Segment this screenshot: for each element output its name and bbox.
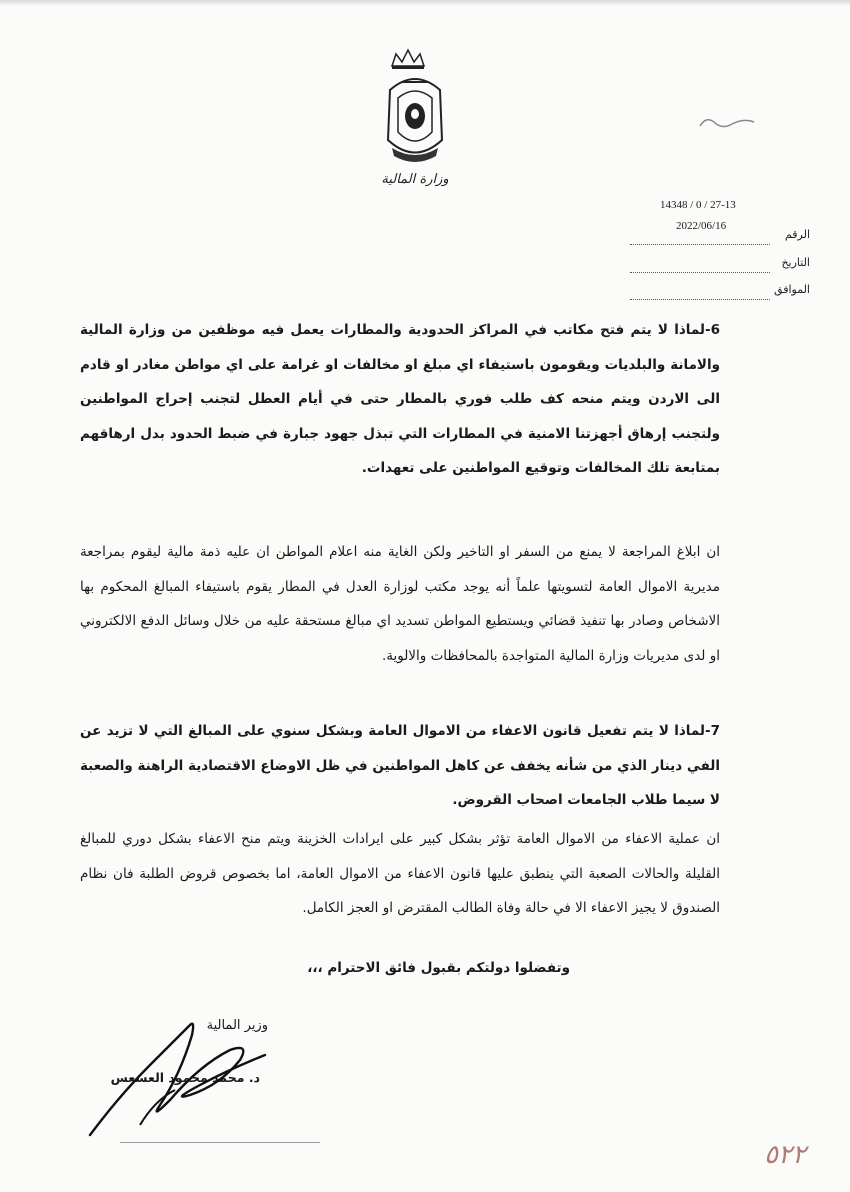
corresponding-label: الموافق <box>774 283 810 296</box>
number-row <box>630 228 810 248</box>
date-line <box>630 272 770 273</box>
closing-line: وتفضلوا دولتكم بقبول فائق الاحترام ،،، <box>307 960 570 976</box>
corresponding-row <box>630 283 810 303</box>
signature-title: وزير المالية <box>206 1018 268 1033</box>
answer-7: ان عملية الاعفاء من الاموال العامة تؤثر بشكل كبير على ايرادات الخزينة ويتم منح الاعفاء بشكل دوري للمبالغ القليلة والحالات الصعبة التي ينطبق عليها قانون الاعفاء من الاموال العامة، اما بخصوص قروض الطلبة فان نظام الصندوق لا يجيز الاعفاء الا في حالة وفاة الطالب المقترض او العجز الكامل. <box>80 831 720 916</box>
handwritten-mark <box>692 108 762 138</box>
scan-edge <box>0 0 850 6</box>
question-7: 7-لماذا لا يتم تفعيل قانون الاعفاء من الاموال العامة وبشكل سنوي على المبالغ التي لا تزيد عن الفي دينار الذي من شأنه يخفف عن كاهل المواطنين في ظل الاوضاع الاقتصادية الراهنة والصعبة لا سيما طلاب الجامعات اصحاب القروض. <box>80 723 720 808</box>
date-label: التاريخ <box>781 256 810 269</box>
handwritten-signature <box>80 1005 280 1145</box>
date-row <box>630 256 810 276</box>
signatory-name: د. محمد محمود العسعس <box>110 1070 260 1085</box>
reference-number: 14348 / 0 / 27-13 <box>660 199 736 211</box>
signature-line <box>120 1142 320 1143</box>
crown-icon <box>388 48 428 70</box>
number-label: الرقم <box>784 228 810 241</box>
number-line <box>630 244 770 245</box>
page-number: ٥٢٢ <box>764 1140 806 1170</box>
reference-date: 2022/06/16 <box>676 220 727 232</box>
coat-of-arms-icon <box>380 70 450 170</box>
answer-6: ان ابلاغ المراجعة لا يمنع من السفر او التاخير ولكن الغاية منه اعلام المواطن ان عليه ذمة مالية ليقوم بمراجعة مديرية الاموال العامة لتسويتها علماً أنه يوجد مكتب لوزارة العدل في المطار يقوم باستيفاء المبالغ المحكوم بها الاشخاص وصادر بها تنفيذ قضائي ويستطيع المواطن تسديد اي مبالغ مستحقة عليه من خلال وسائل الدفع الالكتروني او لدى مديريات وزارة المالية المتواجدة بالمحافظات والالوية. <box>80 544 720 664</box>
question-6: 6-لماذا لا يتم فتح مكاتب في المراكز الحدودية والمطارات يعمل فيه موظفين من وزارة المالية والامانة والبلديات ويقومون باستيفاء اي مبلغ او مخالفات او غرامة على اي مواطن مغادر او قادم الى الاردن ويتم منحه كف طلب فوري بالمطار حتى في أيام العطل لتجنب إحراج المواطنين ولتجنب إرهاق أجهزتنا الامنية في المطارات التي تبذل جهود جبارة في ضبط الحدود بدل ارهاقهم بمتابعة تلك المخالفات وتوقيع المواطنين على تعهدات. <box>80 322 720 476</box>
corresponding-line <box>630 299 770 300</box>
ministry-name: وزارة المالية <box>381 172 449 187</box>
